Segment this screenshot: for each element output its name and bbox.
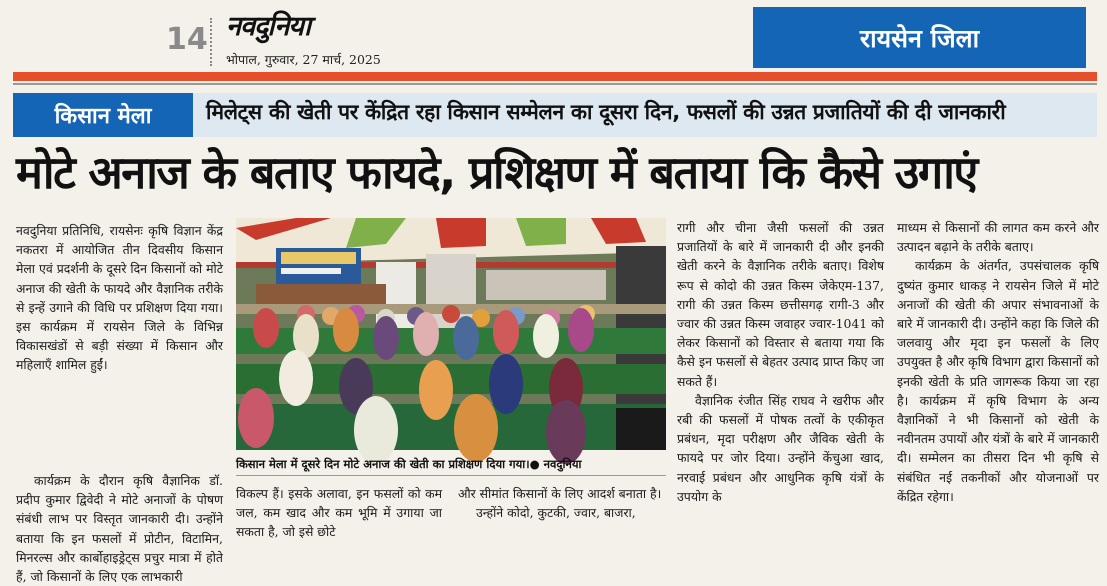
masthead [0,0,1107,76]
photo-caption: किसान मेला में दूसरे दिन मोटे अनाज की खेती का प्रशिक्षण दिया गया।● नवदुनिया [236,452,666,476]
page-number: 14 [166,22,208,57]
header-thin-rule [13,83,1097,85]
district-banner: रायसेन जिला [753,7,1086,68]
article-column-4 [677,218,884,506]
article-paragraph: और सीमांत किसानों के लिए आदर्श बनाता है। [458,486,662,501]
headline: मोटे अनाज के बताए फायदे, प्रशिक्षण में बताया कि कैसे उगाएं [16,146,977,199]
newspaper-logo: नवदुनिया [226,11,310,42]
article-paragraph: कार्यक्रम के अंतर्गत, उपसंचालक कृषि दुष्यंत कुमार धाकड़ ने रायसेन जिले में मोटे अनाजों की खेती की अपार संभावनाओं के बारे में जानकारी दी। उन्होंने कहा कि जिले की जलवायु और मृदा इन फसलों के लिए उपयुक्त है और कृषि विभाग द्वारा किसानों को इनकी खेती के प्रति जागरूक किया जा रहा है। कार्यक्रम में कृषि विभाग के अन्य वैज्ञानिकों ने भी किसानों को खेती के नवीनतम उपायों और यंत्रों के बारे में जानकारी दी। सम्मेलन का तीसरा दिन भी कृषि से संबंधित नई तकनीकों और योजनाओं पर केंद्रित रहेगा। [897,258,1099,504]
article-paragraph: नवदुनिया प्रतिनिधि, रायसेनः कृषि विज्ञान केंद्र नकतरा में आयोजित तीन दिवसीय किसान मेला एवं प्रदर्शनी के दूसरे दिन किसानों को मोटे अनाज की खेती के फायदे और वैज्ञानिक तरीके से इन्हें उगाने की विधि पर प्रशिक्षण दिया गया। इस कार्यक्रम में रायसेन जिले के विभिन्न विकासखंडों से बड़ी संख्या में किसान और महिलाएँ शामिल हुईं। [16,223,223,373]
header-rule [13,72,1097,81]
masthead-divider [210,18,212,66]
article-paragraph: वैज्ञानिक रंजीत सिंह राघव ने खरीफ और रबी की फसलों में पोषक तत्वों के एकीकृत प्रबंधन, मृदा परीक्षण और जैविक खेती के फायदे पर जोर दिया। उन्होंने केंचुआ खाद, नरवाई प्रबंधन और आधुनिक कृषि यंत्रों के उपयोग के [677,392,884,504]
article-paragraph: रागी और चीना जैसी फसलों की उन्नत प्रजातियों के बारे में जानकारी दी और इनकी खेती करने के वैज्ञानिक तरीके बताए। विशेष रूप से कोदो की उन्नत किस्म जेकेएम-137, रागी की उन्नत किस्म छत्तीसगढ़ रागी-3 और ज्वार की उन्नत किस्म जवाहर ज्वार-1041 को लेकर किसानों को विस्तार से बताया गया कि कैसे इन फसलों से बेहतर उत्पाद प्राप्त किए जा सकते हैं। [677,220,884,389]
article-column-2 [236,484,442,542]
kicker-text: मिलेट्स की खेती पर केंद्रित रहा किसान सम्मेलन का दूसरा दिन, फसलों की उन्नत प्रजातियों की दी जानकारी [206,100,1006,124]
article-paragraph: माध्यम से किसानों की लागत कम करने और उत्पादन बढ़ाने के तरीके बताए। [897,220,1099,255]
article-paragraph: कार्यक्रम के दौरान कृषि वैज्ञानिक डॉ. प्रदीप कुमार द्विवेदी ने मोटे अनाजों के पोषण संबंधी लाभ पर विस्तृत जानकारी दी। उन्होंने बताया कि इन फसलों में प्रोटीन, विटामिन, मिनरल्स और कार्बोहाइड्रेट्स प्रचुर मात्रा में होते हैं, जो किसानों के लिए एक लाभकारी [16,473,223,585]
event-photo [236,218,666,450]
photo-illustration [236,218,666,450]
article-column-3 [458,484,664,522]
article-paragraph: विकल्प हैं। इसके अलावा, इन फसलों को कम जल, कम खाद और कम भूमि में उगाया जा सकता है, जो इसे छोटे [236,486,442,540]
article-column-1 [16,221,223,375]
article-column-1-lower [16,471,223,586]
article-column-5 [897,218,1099,506]
kicker-tag: किसान मेला [13,93,193,137]
dateline: भोपाल, गुरुवार, 27 मार्च, 2025 [226,52,381,67]
article-paragraph: उन्होंने कोदो, कुटकी, ज्वार, बाजरा, [476,505,636,521]
